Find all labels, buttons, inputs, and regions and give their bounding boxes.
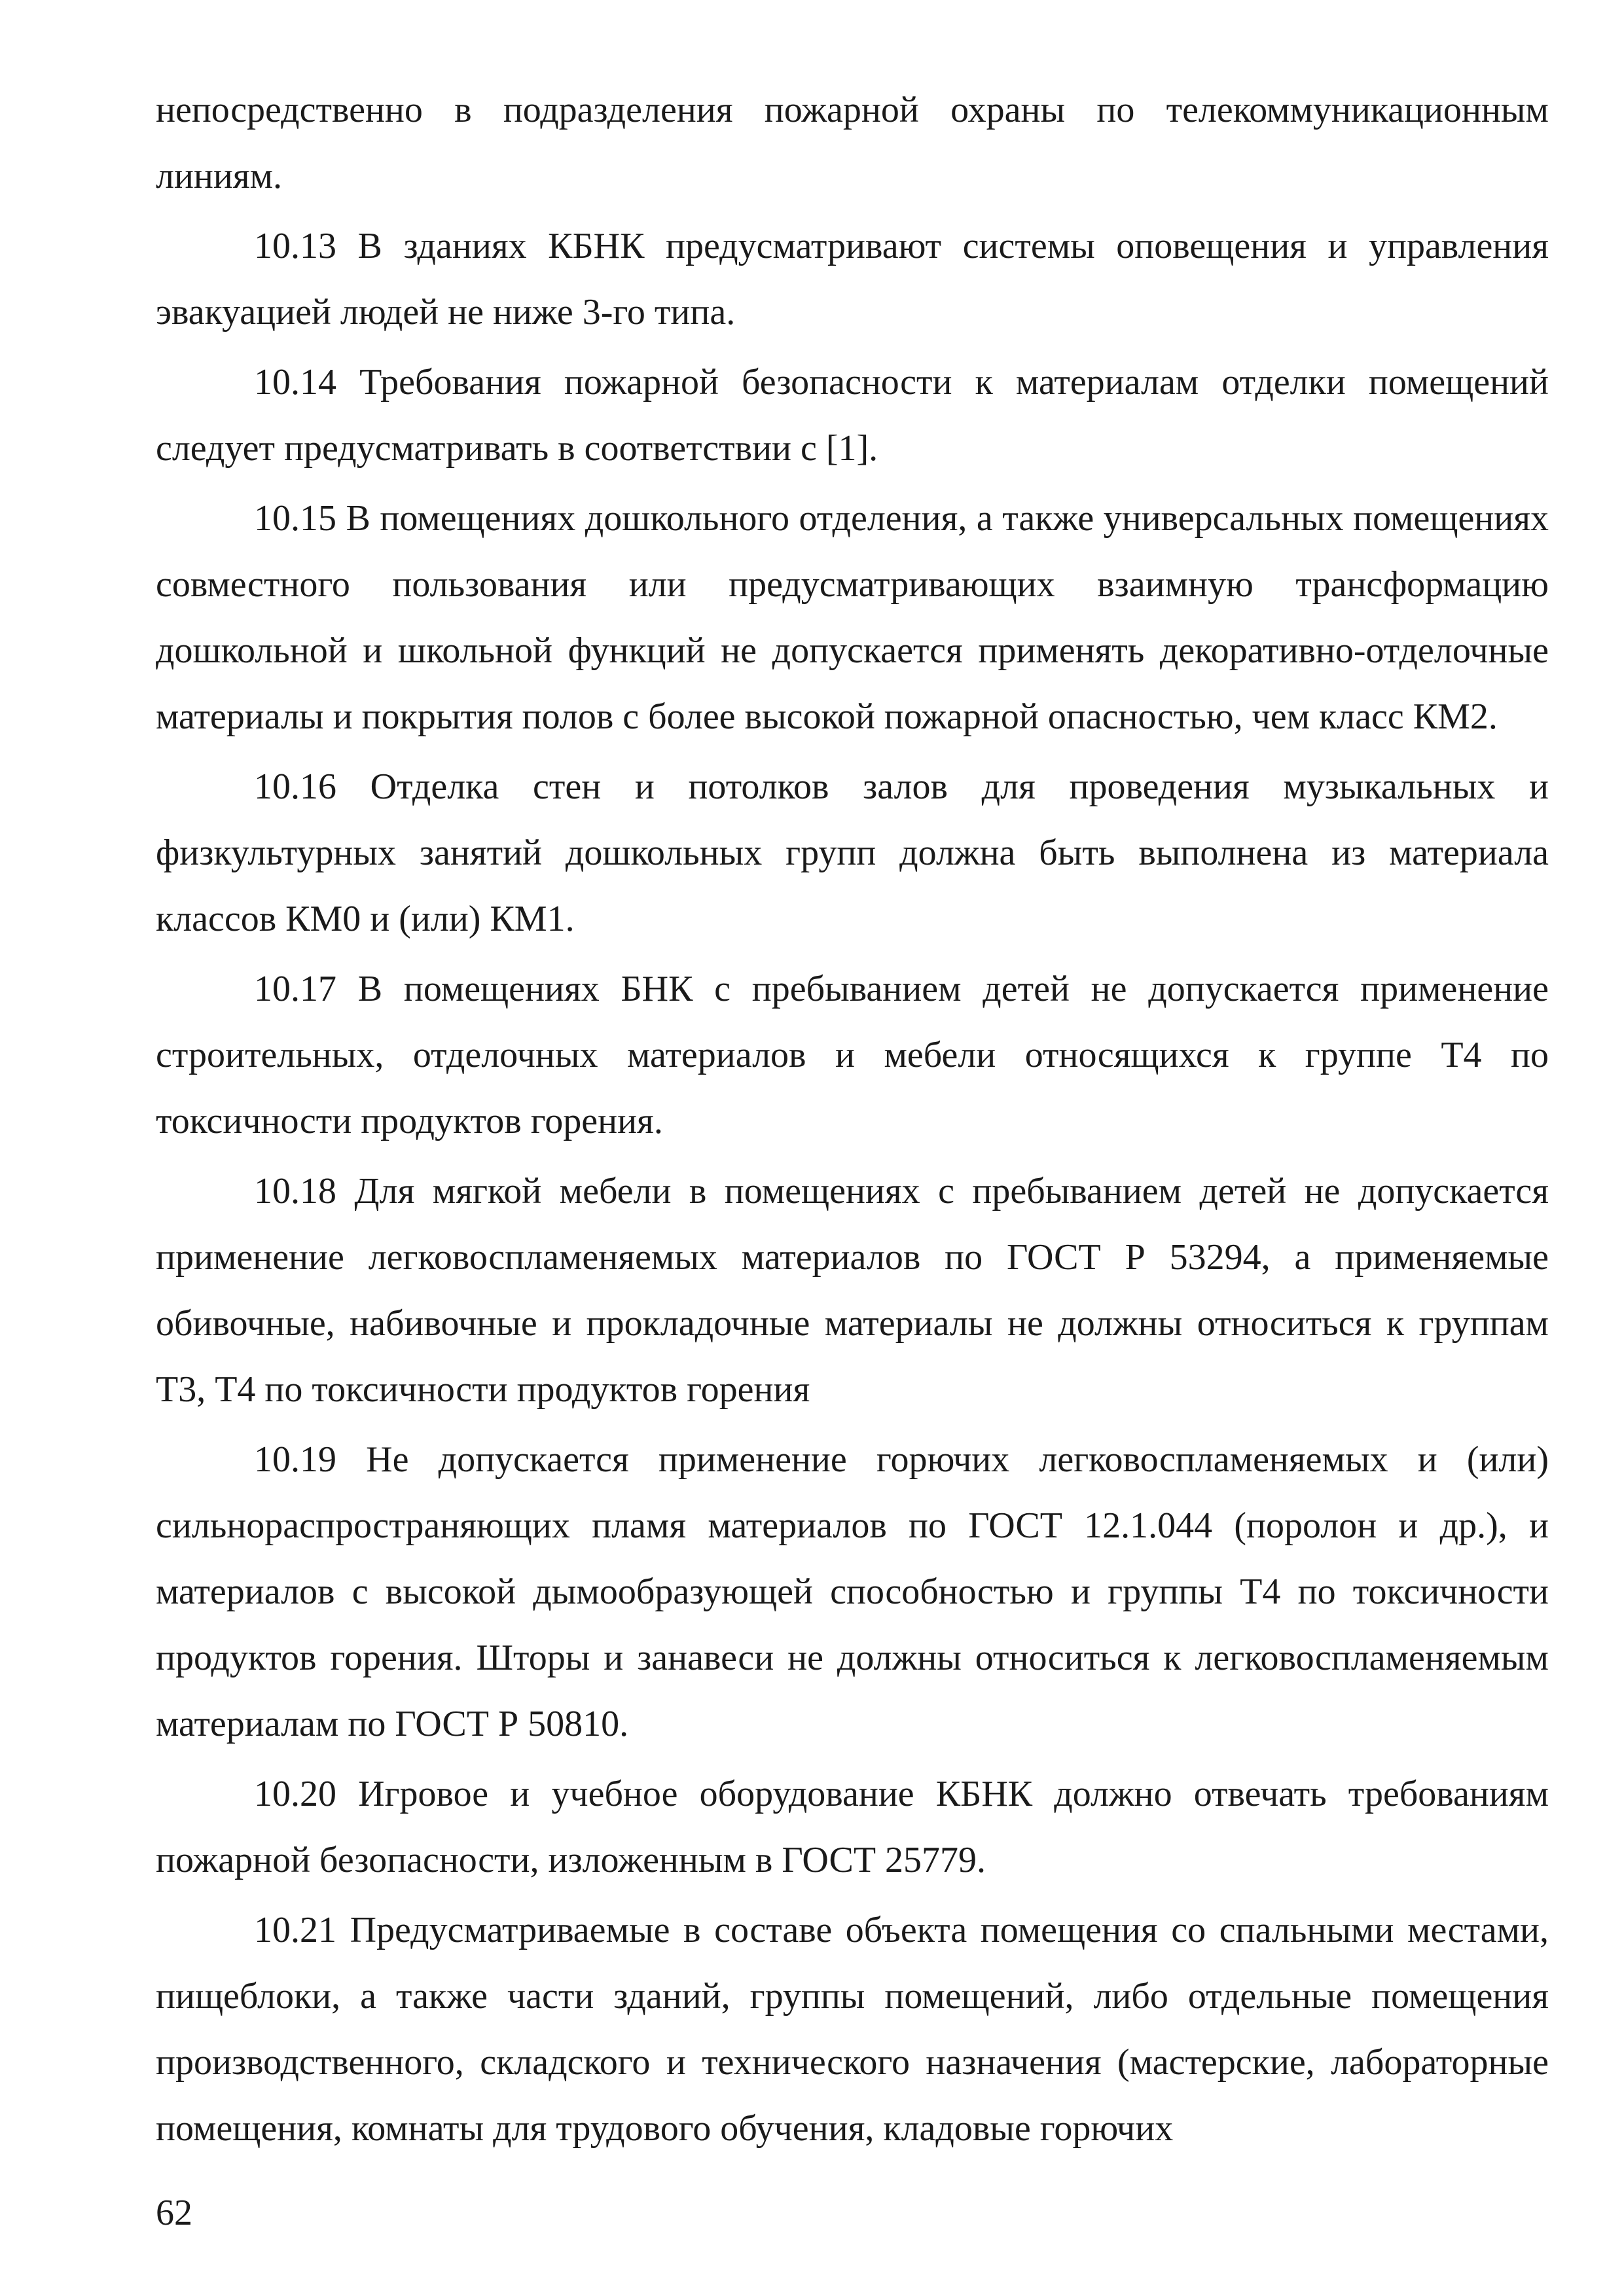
paragraph-10-17: 10.17 В помещениях БНК с пребыванием детей не допускается применение строительных, отделочных материалов и мебели относящихся к группе Т4 по токсичности продуктов горения. [156, 969, 1549, 1141]
paragraph-10-16: 10.16 Отделка стен и потолков залов для проведения музыкальных и физкультурных занятий дошкольных групп должна быть выполнена из материала классов КМ0 и (или) КМ1. [156, 766, 1549, 939]
paragraph-continuation: непосредственно в подразделения пожарной охраны по телекоммуникационным линиям. [156, 90, 1549, 196]
paragraph-10-19: 10.19 Не допускается применение горючих легковоспламеняемых и (или) сильнораспространяющих пламя материалов по ГОСТ 12.1.044 (поролон и др.), и материалов с высокой дымообразующей способностью и группы Т4 по токсичности продуктов горения. Шторы и занавеси не должны относиться к легковоспламеняемым материалам по ГОСТ Р 50810. [156, 1439, 1549, 1744]
page-number: 62 [156, 2193, 192, 2233]
paragraph-10-14: 10.14 Требования пожарной безопасности к материалам отделки помещений следует предусматривать в соответствии с [1]. [156, 362, 1549, 469]
body-text [156, 77, 1549, 2166]
paragraph-10-18: 10.18 Для мягкой мебели в помещениях с пребыванием детей не допускается применение легковоспламеняемых материалов по ГОСТ Р 53294, а применяемые обивочные, набивочные и прокладочные материалы не должны относиться к группам Т3, Т4 по токсичности продуктов горения [156, 1171, 1549, 1410]
paragraph-10-20: 10.20 Игровое и учебное оборудование КБНК должно отвечать требованиям пожарной безопасности, изложенным в ГОСТ 25779. [156, 1774, 1549, 1880]
paragraph-10-21: 10.21 Предусматриваемые в составе объекта помещения со спальными местами, пищеблоки, а также части зданий, группы помещений, либо отдельные помещения производственного, складского и технического назначения (мастерские, лабораторные помещения, комнаты для трудового обучения, кладовые горючих [156, 1910, 1549, 2149]
paragraph-10-15: 10.15 В помещениях дошкольного отделения, а также универсальных помещениях совместного пользования или предусматривающих взаимную трансформацию дошкольной и школьной функций не допускается применять декоративно-отделочные материалы и покрытия полов с более высокой пожарной опасностью, чем класс КМ2. [156, 498, 1549, 737]
paragraph-10-13: 10.13 В зданиях КБНК предусматривают системы оповещения и управления эвакуацией людей не ниже 3-го типа. [156, 226, 1549, 332]
